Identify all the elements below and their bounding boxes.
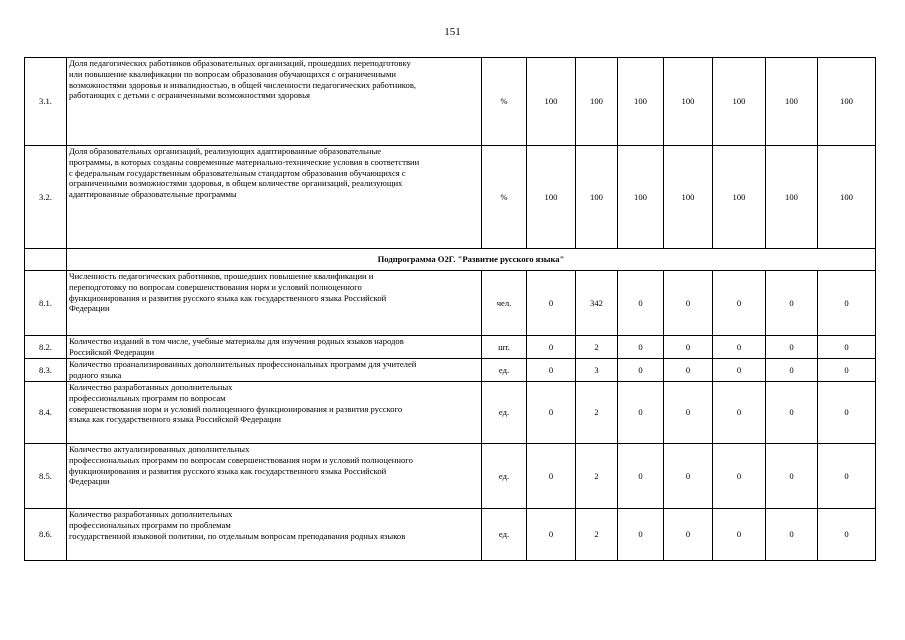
value-cell: 0 <box>713 336 766 359</box>
value-cell: 100 <box>618 146 664 249</box>
value-cell: 0 <box>618 509 664 561</box>
value-cell: 100 <box>664 146 713 249</box>
value-cell: 0 <box>818 271 876 336</box>
table-row <box>25 146 876 249</box>
value-cell: 0 <box>713 359 766 382</box>
table-row <box>25 509 876 561</box>
value-cell: 0 <box>618 359 664 382</box>
indicator-description: Количество проанализированных дополнительных профессиональных программ для учителей родного языка <box>67 359 482 382</box>
value-cell: 0 <box>527 359 576 382</box>
value-cell: 100 <box>618 58 664 146</box>
value-cell: 0 <box>618 336 664 359</box>
value-cell: 0 <box>766 336 818 359</box>
value-cell: 100 <box>766 58 818 146</box>
value-cell: 2 <box>576 336 618 359</box>
value-cell: 0 <box>664 271 713 336</box>
value-cell: 0 <box>713 382 766 444</box>
table-row <box>25 382 876 444</box>
row-number: 8.6. <box>25 509 67 561</box>
unit-cell: ед. <box>482 382 527 444</box>
unit-cell: % <box>482 146 527 249</box>
row-number: 8.5. <box>25 444 67 509</box>
value-cell: 0 <box>766 382 818 444</box>
value-cell: 0 <box>664 359 713 382</box>
value-cell: 342 <box>576 271 618 336</box>
section-header-row <box>25 249 876 271</box>
unit-cell: чел. <box>482 271 527 336</box>
value-cell: 100 <box>527 58 576 146</box>
row-number: 8.2. <box>25 336 67 359</box>
indicator-description: Доля педагогических работников образовательных организаций, прошедших переподготовку или повышение квалификации по вопросам образования обучающихся с ограниченными возможностями здоровья и инвалидностью, в общей численности педагогических работников, работающих с детьми с ограниченными возможностями здоровья <box>67 58 482 146</box>
indicator-description: Количество разработанных дополнительных профессиональных программ по вопросам совершенствования норм и условий полноценного функционирования и развития русского языка как государственного языка Российской Федерации <box>67 382 482 444</box>
table-row <box>25 336 876 359</box>
row-number: 3.1. <box>25 58 67 146</box>
value-cell: 2 <box>576 509 618 561</box>
value-cell: 0 <box>618 382 664 444</box>
section-title: Подпрограмма О2Г. "Развитие русского языка" <box>67 249 876 271</box>
value-cell: 0 <box>527 271 576 336</box>
table-row <box>25 444 876 509</box>
value-cell: 2 <box>576 444 618 509</box>
value-cell: 100 <box>527 146 576 249</box>
value-cell: 0 <box>618 271 664 336</box>
value-cell: 0 <box>818 359 876 382</box>
value-cell: 0 <box>527 509 576 561</box>
value-cell: 0 <box>818 509 876 561</box>
unit-cell: шт. <box>482 336 527 359</box>
value-cell: 0 <box>713 444 766 509</box>
value-cell: 0 <box>527 336 576 359</box>
unit-cell: ед. <box>482 509 527 561</box>
indicators-table <box>24 57 876 561</box>
value-cell: 2 <box>576 382 618 444</box>
indicator-description: Количество изданий в том числе, учебные материалы для изучения родных языков народов Российской Федерации <box>67 336 482 359</box>
row-number: 8.3. <box>25 359 67 382</box>
indicator-description: Количество актуализированных дополнительных профессиональных программ по вопросам совершенствования норм и условий полноценного функционирования и развития русского языка как государственного языка Российской Федерации <box>67 444 482 509</box>
indicator-description: Количество разработанных дополнительных профессиональных программ по проблемам государственной языковой политики, по отдельным вопросам преподавания родных языков <box>67 509 482 561</box>
value-cell: 100 <box>818 58 876 146</box>
indicator-description: Численность педагогических работников, прошедших повышение квалификации и переподготовку по вопросам совершенствования норм и условий полноценного функционирования и развития русского языка как государственного языка Российской Федерации <box>67 271 482 336</box>
value-cell: 100 <box>576 58 618 146</box>
value-cell: 0 <box>527 382 576 444</box>
value-cell: 0 <box>766 359 818 382</box>
value-cell: 0 <box>618 444 664 509</box>
page-number: 151 <box>444 26 461 38</box>
row-number: 8.4. <box>25 382 67 444</box>
table-row <box>25 58 876 146</box>
value-cell: 100 <box>713 146 766 249</box>
value-cell: 0 <box>664 509 713 561</box>
value-cell: 0 <box>713 509 766 561</box>
row-number: 3.2. <box>25 146 67 249</box>
indicator-description: Доля образовательных организаций, реализующих адаптированные образовательные программы, в которых созданы современные материально-технические условия в соответствии с федеральным государственным образовательным стандартом образования обучающихся с ограниченными возможностями здоровья, в общем количестве организаций, реализующих адаптированные образовательные программы <box>67 146 482 249</box>
value-cell: 0 <box>766 271 818 336</box>
value-cell: 0 <box>818 444 876 509</box>
unit-cell: ед. <box>482 444 527 509</box>
value-cell: 100 <box>664 58 713 146</box>
unit-cell: % <box>482 58 527 146</box>
value-cell: 0 <box>818 336 876 359</box>
section-number-cell <box>25 249 67 271</box>
value-cell: 0 <box>664 444 713 509</box>
value-cell: 100 <box>576 146 618 249</box>
value-cell: 0 <box>766 444 818 509</box>
value-cell: 3 <box>576 359 618 382</box>
value-cell: 0 <box>818 382 876 444</box>
value-cell: 100 <box>818 146 876 249</box>
table-row <box>25 359 876 382</box>
value-cell: 0 <box>713 271 766 336</box>
value-cell: 100 <box>766 146 818 249</box>
row-number: 8.1. <box>25 271 67 336</box>
value-cell: 0 <box>664 382 713 444</box>
value-cell: 0 <box>766 509 818 561</box>
table-row <box>25 271 876 336</box>
value-cell: 100 <box>713 58 766 146</box>
value-cell: 0 <box>527 444 576 509</box>
unit-cell: ед. <box>482 359 527 382</box>
value-cell: 0 <box>664 336 713 359</box>
